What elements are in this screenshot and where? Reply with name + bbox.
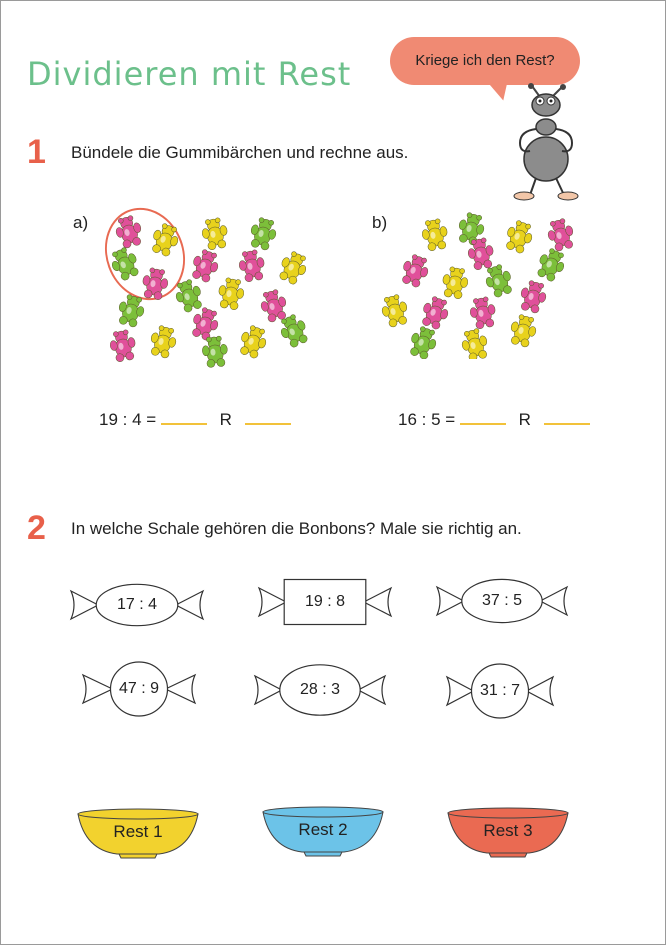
equation-b [398, 405, 590, 430]
gummy-bear-icon [459, 327, 491, 359]
answer-b-quotient-field[interactable] [460, 405, 506, 425]
gummy-bear-icon [188, 247, 222, 284]
gummy-bear-icon [108, 329, 138, 363]
answer-a-remainder-field[interactable] [245, 405, 291, 425]
gummy-bear-icon [545, 217, 577, 253]
gummy-bear-icon [216, 277, 246, 311]
exercise-2-instruction: In welche Schale gehören die Bonbons? Male sie richtig an. [71, 519, 522, 538]
gummy-bear-icon [502, 218, 536, 255]
candy-division-text: 31 : 7 [479, 682, 521, 699]
gummy-bear-icon [275, 249, 311, 287]
part-b-label: b) [372, 213, 388, 232]
gummy-bear-icon [107, 245, 143, 283]
candy-3[interactable] [435, 577, 569, 625]
candy-division-text: 19 : 8 [304, 593, 346, 610]
gummy-bear-icon [236, 323, 270, 360]
gummy-bear-icon [147, 324, 179, 360]
exercise-1-number: 1 [27, 133, 46, 171]
candy-6[interactable] [445, 661, 555, 721]
gummy-bear-icon [533, 246, 569, 284]
gummy-bear-icon [507, 313, 539, 349]
answer-b-remainder-field[interactable] [544, 405, 590, 425]
answer-a-quotient-field[interactable] [161, 405, 207, 425]
gummy-bear-icon [258, 288, 290, 324]
gummy-bear-icon [406, 324, 440, 359]
gummy-bear-icon [418, 294, 452, 331]
gummy-bear-icon [517, 279, 549, 315]
equation-a [99, 405, 291, 430]
candy-division-text: 37 : 5 [481, 592, 523, 609]
speech-bubble-body [390, 37, 580, 85]
bowl-rest-3[interactable] [447, 807, 569, 859]
bowl-label: Rest 1 [113, 822, 163, 841]
bowl-label: Rest 2 [298, 820, 348, 839]
candy-4[interactable] [81, 659, 197, 719]
candy-division-text: 17 : 4 [116, 596, 158, 613]
bowl-rest-2[interactable] [262, 806, 384, 858]
equation-a-text: 19 : 4 = [99, 410, 157, 429]
candy-5[interactable] [253, 662, 387, 718]
candy-1[interactable] [69, 582, 205, 628]
candy-division-text: 47 : 9 [118, 680, 160, 697]
speech-bubble-text: Kriege ich den Rest? [415, 52, 555, 69]
gummy-bear-icon [200, 217, 230, 251]
gummy-bear-icon [379, 293, 411, 329]
exercise-1-instruction: Bündele die Gummibärchen und rechne aus. [71, 143, 409, 162]
gummy-bear-icon [420, 218, 450, 252]
remainder-a-label: R [219, 410, 232, 429]
gummy-bear-icon [398, 252, 432, 289]
exercise-2-number: 2 [27, 509, 46, 547]
gummy-bears-group-a[interactable] [97, 206, 337, 371]
part-a-label: a) [73, 213, 89, 232]
candy-division-text: 28 : 3 [299, 681, 341, 698]
gummy-bear-icon [237, 249, 267, 283]
candy-2[interactable] [257, 577, 393, 627]
bowl-label: Rest 3 [483, 821, 533, 840]
bowl-rest-1[interactable] [77, 808, 199, 860]
ant-character-illustration [506, 83, 584, 203]
gummy-bear-icon [201, 335, 229, 368]
gummy-bear-icon [148, 221, 182, 258]
remainder-b-label: R [518, 410, 531, 429]
gummy-bear-icon [247, 216, 279, 252]
gummy-bears-group-b[interactable] [379, 209, 599, 359]
gummy-bear-icon [440, 266, 470, 300]
equation-b-text: 16 : 5 = [398, 410, 456, 429]
page-title: Dividieren mit Rest [27, 55, 352, 93]
gummy-bear-icon [468, 296, 498, 330]
